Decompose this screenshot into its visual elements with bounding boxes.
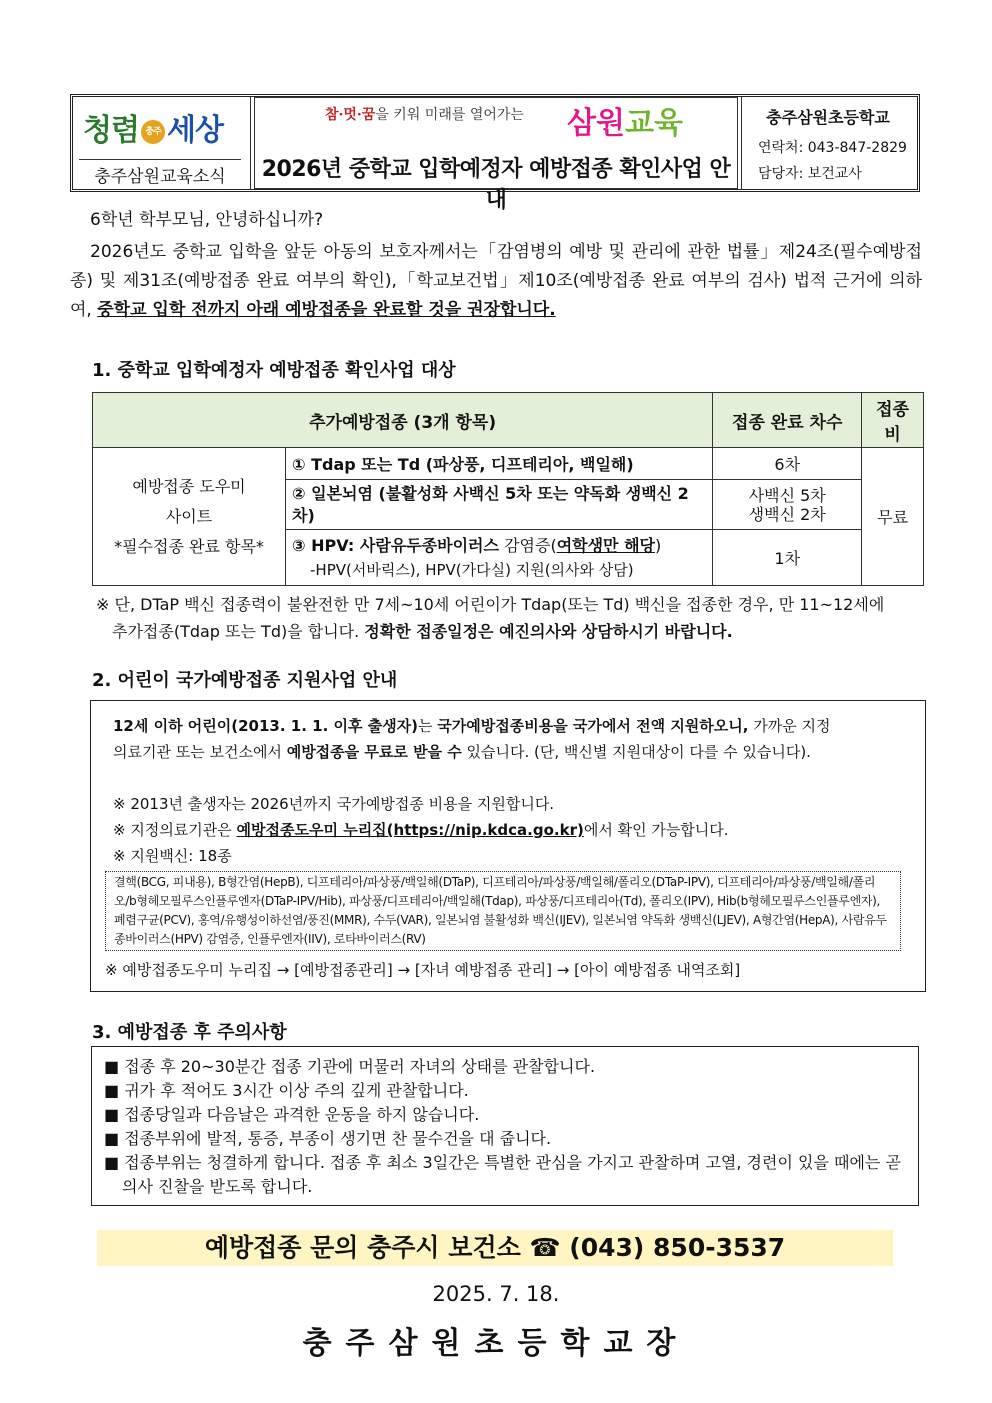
- newsletter-header: [70, 94, 920, 213]
- intro-paragraph: [70, 238, 922, 325]
- support-emphasis: 국가예방접종비용을 국가에서 전액 지원하오니,: [437, 717, 749, 735]
- precaution-item: ■ 접종부위에 발적, 통증, 부종이 생기면 찬 물수건을 대 줍니다.: [104, 1129, 552, 1148]
- slogan: [325, 104, 524, 124]
- precautions-box: [91, 1046, 919, 1206]
- vaccine-item: ② 일본뇌염 (불활성화 사백신 5차 또는 약독화 생백신 2차): [286, 480, 713, 530]
- greeting: 6학년 학부모님, 안녕하십니까?: [90, 210, 324, 230]
- dose-count: [713, 480, 862, 530]
- vaccine-list: 결핵(BCG, 피내용), B형간염(HepB), 디프테리아/파상풍/백일해(DTaP), 디프테리아/파상풍/백일해/폴리오(DTaP-IPV), 디프테리아/파상풍/백일해/폴리오/b형헤모필루스인플루엔자(DTaP-IPV/Hib), 파상풍/디프테리아/백일해(Tdap), 파상풍/디프테리아(Td), 폴리오(IPV), Hib(b형헤모필루스인플루엔자), 폐렴구균(PCV), 홍역/유행성이하선염/풍진(MMR), 수두(VAR), 일본뇌염 불활성화 백신(IJEV), 일본뇌염 약독화 생백신(LJEV), A형간염(HepA), 사람유두종바이러스(HPV) 감염증, 인플루엔자(IIV), 로타바이러스(RV): [105, 871, 901, 951]
- logo-text-2: 세상: [166, 113, 223, 148]
- logo-text-1: 청렴: [83, 113, 139, 148]
- support-target: 12세 이하 어린이(2013. 1. 1. 이후 출생자): [113, 717, 419, 735]
- vaccine-item-end: ): [655, 535, 662, 555]
- header-title-area: [254, 97, 738, 213]
- dose-count: 6차: [713, 448, 862, 480]
- newsletter-name: 충주삼원교육소식: [79, 159, 241, 187]
- dose-count: 1차: [713, 530, 862, 586]
- section1-note-2: [112, 619, 922, 645]
- support-line-1: [113, 715, 830, 736]
- intro-text: 2026년도 중학교 입학을 앞둔 아동의 보호자께서는「감염병의 예방 및 관리에 관한 법률」제24조(필수예방접종) 및 제31조(예방접종 완료 여부의 확인),「학교보건법」제10조(예방접종 완료 여부의 검사) 법적 근거에 의하여,: [70, 242, 922, 320]
- table-row: [93, 448, 924, 480]
- note-text: 추가접종(Tdap 또는 Td)을 합니다.: [112, 622, 365, 641]
- document-title: 2026년 중학교 입학예정자 예방접종 확인사업 안내: [261, 157, 731, 213]
- support-text: 는: [418, 717, 438, 735]
- slogan-brand-2: 교육: [624, 106, 683, 141]
- precaution-item: ■ 접종 후 20~30분간 접종 기관에 머물러 자녀의 상태를 관찰합니다.: [104, 1057, 596, 1076]
- slogan-brand-1: 삼원: [567, 106, 625, 141]
- support-text: ※ 지정의료기관은: [113, 821, 237, 839]
- vaccination-table: [92, 392, 924, 586]
- slogan-rest: 을 키워 미래를 열어가는: [375, 107, 524, 123]
- issue-date: 2025. 7. 18.: [432, 1282, 560, 1306]
- vaccine-item-rest: 감염증(: [498, 535, 557, 555]
- vaccine-item-sub: -HPV(서바릭스), HPV(가다실) 지원(의사와 상담): [310, 560, 634, 579]
- school-name: 충주삼원초등학교: [766, 108, 890, 127]
- dose-line: 사백신 5차: [748, 485, 826, 505]
- support-emphasis: 예방접종을 무료로 받을 수: [286, 743, 462, 761]
- header-contact: [741, 97, 917, 189]
- table-header: 추가예방접종 (3개 항목): [93, 393, 713, 448]
- table-header-row: [93, 393, 924, 448]
- contact-phone: 연락처: 043-847-2829: [758, 140, 907, 156]
- section2-title: 2. 어린이 국가예방접종 지원사업 안내: [92, 670, 398, 691]
- section1-note-1: ※ 단, DTaP 백신 접종력이 불완전한 만 7세~10세 어린이가 Tdap(또는 Td) 백신을 접종한 경우, 만 11~12세에: [96, 595, 885, 614]
- section3-title: 3. 예방접종 후 주의사항: [92, 1022, 287, 1043]
- support-note-b: [113, 819, 729, 840]
- fee-cell: 무료: [862, 448, 924, 586]
- vaccine-item: [286, 530, 713, 586]
- vaccine-item-note: 여학생만 해당: [556, 535, 655, 555]
- support-note-a: ※ 2013년 출생자는 2026년까지 국가예방접종 비용을 지원합니다.: [113, 795, 555, 813]
- slogan-prefix: 참·멋·꿈: [325, 107, 376, 123]
- section1-title: 1. 중학교 입학예정자 예방접종 확인사업 대상: [92, 360, 456, 381]
- group-label: 예방접종 도우미: [132, 476, 246, 496]
- newsletter-logo: [73, 97, 251, 189]
- principal-signature: 충주삼원초등학교장: [302, 1326, 690, 1361]
- support-line-2: [113, 741, 811, 762]
- logo-wordmark: [83, 105, 223, 149]
- inquiry-banner: 예방접종 문의 충주시 보건소 ☎ (043) 850-3537: [97, 1230, 893, 1266]
- logo-badge: 충주: [141, 120, 165, 144]
- support-info-box: [90, 700, 926, 992]
- contact-manager: 담당자: 보건교사: [758, 166, 862, 182]
- vaccine-item: ① Tdap 또는 Td (파상풍, 디프테리아, 백일해): [286, 448, 713, 480]
- table-header: 접종비: [862, 393, 924, 448]
- slogan-brand: [567, 98, 683, 142]
- support-text: 가까운 지정: [748, 717, 831, 735]
- group-label-cell: [93, 448, 286, 586]
- group-label: *필수접종 완료 항목*: [114, 536, 264, 556]
- support-note-c: ※ 지원백신: 18종: [113, 847, 232, 865]
- nip-link[interactable]: 예방접종도우미 누리집(https://nip.kdca.go.kr): [236, 821, 584, 839]
- support-text: 의료기관 또는 보건소에서: [113, 743, 287, 761]
- nip-path: ※ 예방접종도우미 누리집 → [예방접종관리] → [자녀 예방접종 관리] → [아이 예방접종 내역조회]: [105, 961, 741, 979]
- precaution-item: ■ 접종당일과 다음날은 과격한 운동을 하지 않습니다.: [104, 1105, 480, 1124]
- precaution-item: ■ 귀가 후 적어도 3시간 이상 주의 깊게 관찰합니다.: [104, 1081, 469, 1100]
- note-emphasis: 정확한 접종일정은 예진의사와 상담하시기 바랍니다.: [364, 622, 733, 641]
- group-label: 사이트: [165, 506, 213, 526]
- support-text: 있습니다. (단, 백신별 지원대상이 다를 수 있습니다).: [461, 743, 811, 761]
- dose-line: 생백신 2차: [748, 504, 826, 524]
- vaccine-item-main: [292, 534, 706, 558]
- precaution-item: ■ 접종부위는 청결하게 합니다. 접종 후 최소 3일간은 특별한 관심을 가지고 관찰하며 고열, 경련이 있을 때에는 곧 의사 진찰을 받도록 합니다.: [104, 1153, 901, 1196]
- table-header: 접종 완료 차수: [713, 393, 862, 448]
- intro-emphasis: 중학교 입학 전까지 아래 예방접종을 완료할 것을 권장합니다.: [97, 300, 556, 320]
- support-text: 에서 확인 가능합니다.: [583, 821, 729, 839]
- vaccine-item-bold: ③ HPV: 사람유두종바이러스: [292, 535, 499, 555]
